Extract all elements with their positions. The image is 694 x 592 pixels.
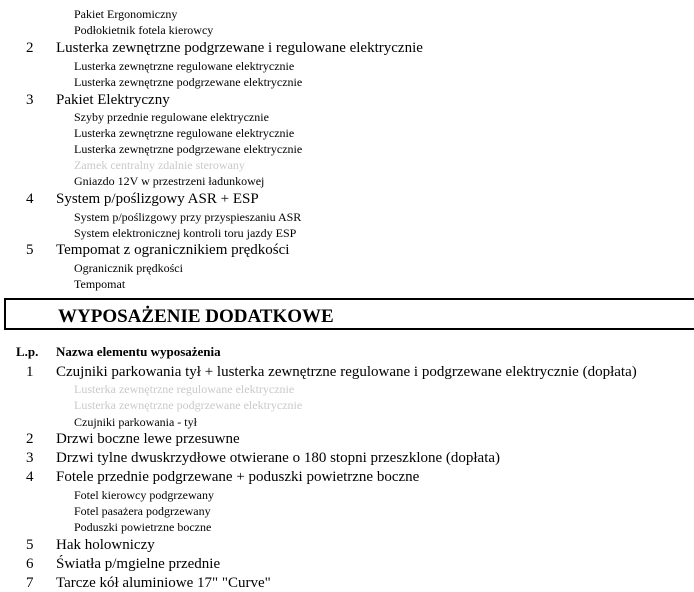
list-item-number: 7 xyxy=(26,575,34,591)
list-sub-item-disabled: Lusterka zewnętrzne podgrzewane elektrycznie xyxy=(74,398,303,412)
list-item-title: Czujniki parkowania tył + lusterka zewnętrzne regulowane i podgrzewane elektrycznie (dopłata) xyxy=(56,364,637,380)
list-item-number: 2 xyxy=(26,40,34,56)
list-item-number: 2 xyxy=(26,431,34,447)
column-header-name: Nazwa elementu wyposażenia xyxy=(56,344,221,359)
list-sub-item: Lusterka zewnętrzne podgrzewane elektrycznie xyxy=(74,142,303,156)
list-sub-item: Tempomat xyxy=(74,277,126,291)
section-title: WYPOSAŻENIE DODATKOWE xyxy=(58,306,334,327)
list-sub-item: Poduszki powietrzne boczne xyxy=(74,520,212,534)
list-item-title: Lusterka zewnętrzne podgrzewane i regulowane elektrycznie xyxy=(56,40,423,56)
column-header-lp: L.p. xyxy=(16,344,39,359)
list-item-number: 5 xyxy=(26,242,34,258)
list-item-title: Drzwi tylne dwuskrzydłowe otwierane o 180 stopni przeszklone (dopłata) xyxy=(56,450,501,466)
list-sub-item: Lusterka zewnętrzne regulowane elektrycznie xyxy=(74,59,295,73)
section-heading-box xyxy=(4,298,694,330)
list-item-number: 1 xyxy=(26,364,34,380)
list-sub-item: Lusterka zewnętrzne podgrzewane elektrycznie xyxy=(74,75,303,89)
list-item-number: 4 xyxy=(26,191,34,207)
list-sub-item: Czujniki parkowania - tył xyxy=(74,415,197,429)
list-item-title: Hak holowniczy xyxy=(56,537,155,553)
list-sub-item: Lusterka zewnętrzne regulowane elektrycznie xyxy=(74,126,295,140)
list-item-title: System p/poślizgowy ASR + ESP xyxy=(56,191,259,207)
list-item-number: 3 xyxy=(26,450,34,466)
list-item-title: Fotele przednie podgrzewane + poduszki powietrzne boczne xyxy=(56,469,420,485)
list-sub-item: Gniazdo 12V w przestrzeni ładunkowej xyxy=(74,174,265,188)
list-sub-item: Ogranicznik prędkości xyxy=(74,261,183,275)
list-item-number: 3 xyxy=(26,92,34,108)
list-sub-item: Fotel kierowcy podgrzewany xyxy=(74,488,214,502)
list-item-number: 6 xyxy=(26,556,34,572)
list-item-title: Tempomat z ogranicznikiem prędkości xyxy=(56,242,290,258)
list-item-number: 5 xyxy=(26,537,34,553)
list-sub-item: Szyby przednie regulowane elektrycznie xyxy=(74,110,269,124)
list-item-number: 4 xyxy=(26,469,34,485)
list-sub-item: Podłokietnik fotela kierowcy xyxy=(74,23,214,37)
list-item-title: Drzwi boczne lewe przesuwne xyxy=(56,431,240,447)
list-sub-item: System elektronicznej kontroli toru jazdy ESP xyxy=(74,226,297,240)
list-item-title: Światła p/mgielne przednie xyxy=(56,556,221,572)
list-sub-item: Fotel pasażera podgrzewany xyxy=(74,504,211,518)
list-sub-item-disabled: Zamek centralny zdalnie sterowany xyxy=(74,158,245,172)
list-sub-item-disabled: Lusterka zewnętrzne regulowane elektrycznie xyxy=(74,382,295,396)
list-sub-item: System p/poślizgowy przy przyspieszaniu ASR xyxy=(74,210,302,224)
list-sub-item: Pakiet Ergonomiczny xyxy=(74,7,178,21)
list-item-title: Tarcze kół aluminiowe 17" "Curve" xyxy=(56,575,271,591)
list-item-title: Pakiet Elektryczny xyxy=(56,92,170,108)
